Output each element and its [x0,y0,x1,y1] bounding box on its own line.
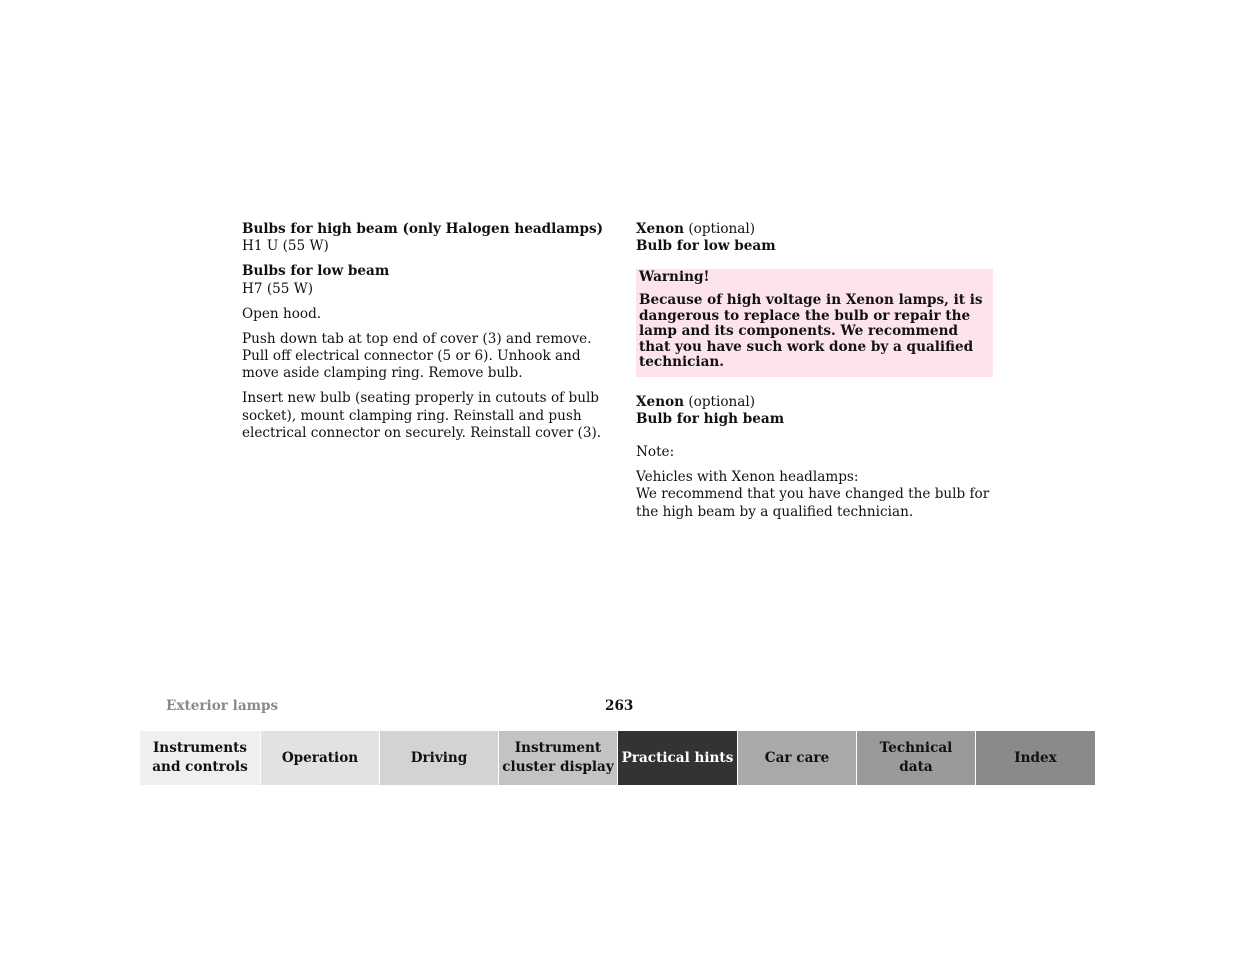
step-open-hood: Open hood. [242,305,322,322]
note-line-2: We recommend that you have changed the bulb for the high beam by a qualified technician. [636,486,990,520]
nav-tab-operation[interactable] [260,731,379,785]
note-body [636,469,993,521]
note-line-1: Vehicles with Xenon headlamps: [636,468,859,485]
note-label: Note: [636,444,675,461]
nav-tab-instruments-and-controls[interactable] [140,731,260,785]
optional-label: (optional) [688,221,756,237]
nav-tab-label: Instruments and controls [152,740,248,775]
section-title: Exterior lamps [166,698,279,714]
warning-body: Because of high voltage in Xenon lamps, it is dangerous to replace the bulb or repair the lamp and its components. We recommend that you have such work done by a qualified technician. [639,292,983,371]
nav-tab-label: Index [1014,749,1057,766]
warning-box [636,269,993,377]
low-beam-heading: Bulbs for low beam [242,263,390,280]
nav-tab-practical-hints[interactable] [617,731,737,785]
nav-tab-driving[interactable] [379,731,498,785]
warning-title: Warning! [639,268,710,285]
nav-tab-instrument-cluster-display[interactable] [498,731,617,785]
xenon-label: Xenon [636,393,685,410]
high-beam-heading: Bulbs for high beam (only Halogen headlamps) [242,221,604,237]
nav-tab-label: Instrument cluster display [502,740,614,775]
nav-tab-label: Driving [410,749,468,766]
low-beam-bulb-spec: H7 (55 W) [242,280,314,297]
xenon-high-beam-section [636,394,993,429]
nav-tab-technical-data[interactable] [856,731,975,785]
left-column [242,221,604,450]
low-beam-section [242,263,604,298]
right-column [636,221,993,521]
chapter-nav-bar [140,731,1095,785]
optional-label: (optional) [688,393,756,410]
high-beam-bulb-spec: H1 U (55 W) [242,238,329,255]
step-push-down: Push down tab at top end of cover (3) and remove. Pull off electrical connector (5 or 6). Unhook and move aside clamping ring. Remove bulb. [242,330,592,382]
low-beam-heading-xenon: Bulb for low beam [636,238,776,255]
nav-tab-label: Technical data [879,740,953,775]
page-number: 263 [605,698,634,714]
nav-tab-index[interactable] [975,731,1095,785]
nav-tab-label: Car care [764,749,830,766]
step-insert-bulb: Insert new bulb (seating properly in cutouts of bulb socket), mount clamping ring. Reinstall and push electrical connector on securely. Reinstall cover (3). [242,390,602,442]
high-beam-section [242,221,604,256]
nav-tab-car-care[interactable] [737,731,856,785]
high-beam-heading-xenon: Bulb for high beam [636,411,785,428]
xenon-label: Xenon [636,221,685,237]
nav-tab-label: Operation [281,749,359,766]
nav-tab-label: Practical hints [621,749,734,766]
xenon-low-beam-section [636,221,993,256]
